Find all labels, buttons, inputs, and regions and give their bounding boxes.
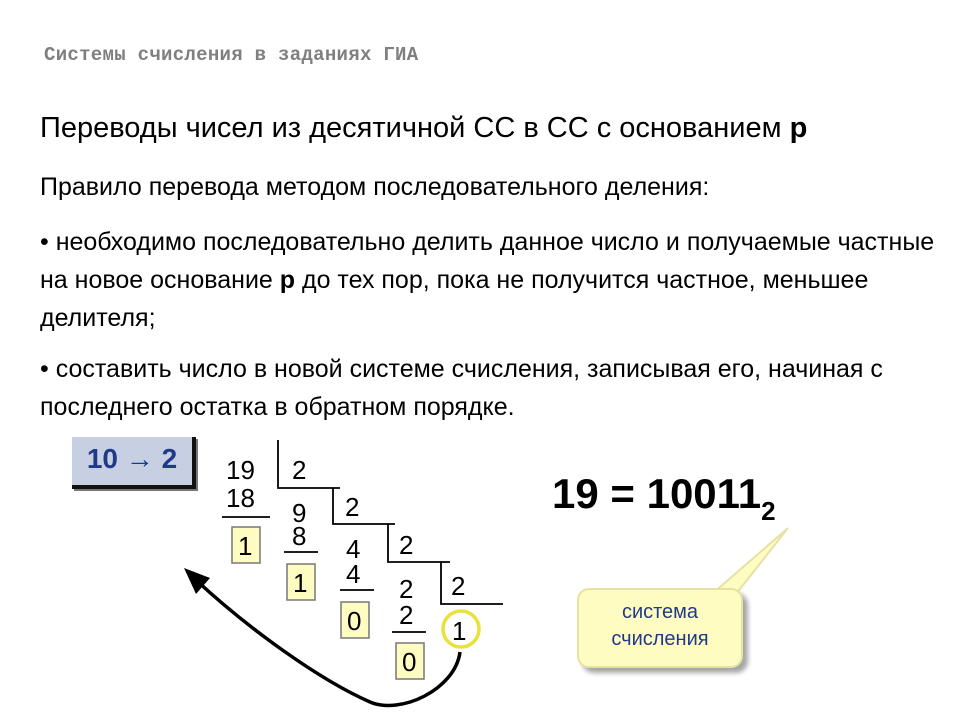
bullet-compose: • составить число в новой системе счисления, записывая его, начиная с последнего остатка в обратном порядке. [40, 355, 883, 421]
quotient-4: 4 [346, 534, 361, 564]
slide-title-base: p [789, 112, 808, 144]
bullet-divide-part1: • необходимо последовательно делить данное число и получаемые частные на новое основание [40, 228, 935, 294]
divisor-4: 2 [451, 571, 466, 601]
subtracted-4: 4 [346, 559, 361, 589]
divisor-1: 2 [292, 455, 307, 485]
callout-pointer [712, 528, 788, 594]
dividend-19: 19 [226, 455, 255, 485]
remainder-3: 0 [347, 606, 362, 636]
bullet-divide-part2: до тех пор, пока не получится частное, меньшее делителя; [40, 266, 869, 332]
division-bracket-1 [278, 440, 340, 488]
remainder-1: 1 [238, 531, 253, 561]
remainder-2: 1 [293, 568, 308, 598]
callout-text [579, 599, 741, 653]
base-callout [577, 588, 743, 668]
subtracted-18: 18 [226, 483, 255, 513]
subtracted-2: 2 [399, 600, 414, 630]
final-quotient: 1 [452, 616, 467, 646]
callout-line-2: счисления [611, 628, 709, 650]
result-base: 2 [761, 496, 776, 526]
rule-heading: Правило перевода методом последовательного деления: [40, 173, 710, 201]
conversion-result [552, 470, 776, 527]
slide-title-text: Переводы чисел из десятичной СС в СС с основанием [40, 112, 790, 144]
page-header: Системы счисления в заданиях ГИА [44, 44, 419, 66]
callout-line-1: система [621, 601, 699, 623]
conversion-label: 10 → 2 [86, 443, 178, 474]
quotient-2: 2 [399, 574, 414, 604]
remainder-4: 0 [402, 647, 417, 677]
bullet-divide-base: p [279, 266, 296, 294]
quotient-9: 9 [292, 498, 307, 528]
divisor-2: 2 [345, 492, 360, 522]
division-bracket-3 [388, 524, 450, 562]
result-text: 19 = 10011 [552, 470, 762, 517]
divisor-3: 2 [399, 530, 414, 560]
division-bracket-2 [333, 488, 395, 524]
subtracted-8: 8 [292, 521, 307, 551]
